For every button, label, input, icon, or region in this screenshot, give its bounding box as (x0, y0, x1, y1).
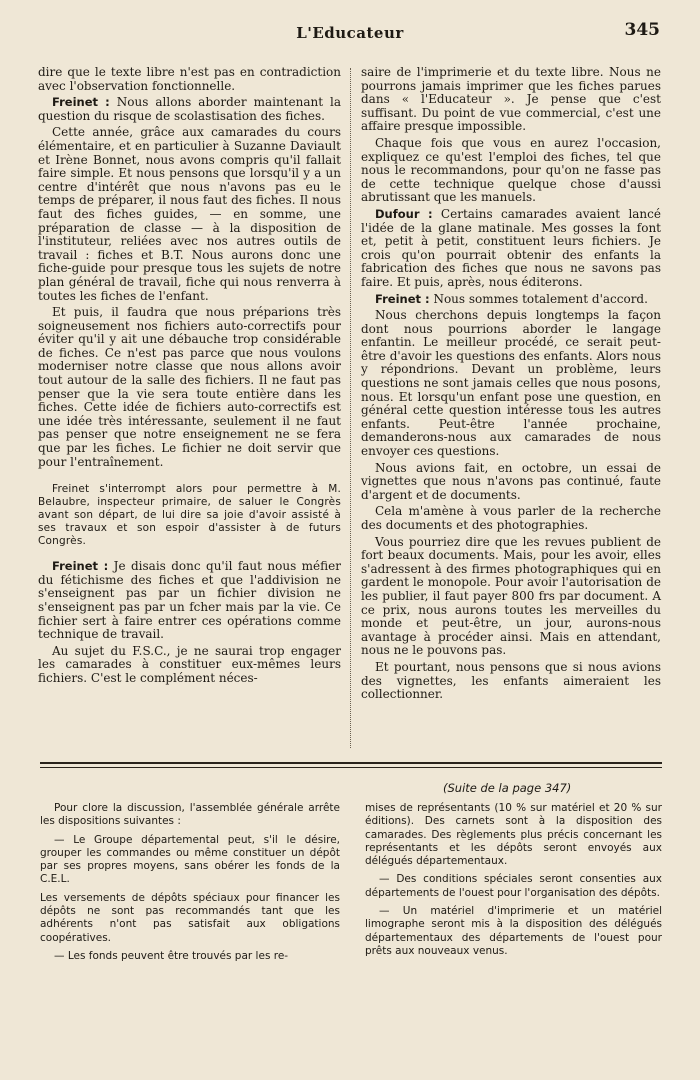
paragraph: Nous avions fait, en octobre, un essai de vignettes que nous n'avons pas continué, faute d'argent et de documents. (361, 460, 661, 502)
paragraph: — Le Groupe départemental peut, s'il le désire, grouper les commandes ou même constituer un dépôt par ses propres moyens, sans obérer les fonds de la C.E.L. (40, 833, 340, 886)
speaker-name: Freinet : (52, 95, 110, 110)
paragraph: Pour clore la discussion, l'assemblée générale arrête les dispositions suivantes : (40, 802, 340, 828)
paragraph (361, 293, 661, 307)
paragraph (38, 96, 341, 123)
interruption-note: Freinet s'interrompt alors pour permettre à M. Belaubre, inspecteur primaire, de saluer le Congrès avant son départ, de lui dire sa joie d'avoir assisté à ses travaux et son espoir d'assister à de futurs Congrès. (38, 483, 341, 548)
paragraph: dire que le texte libre n'est pas en contradiction avec l'observation fonctionnelle. (38, 65, 341, 93)
resolution-column-right (365, 802, 662, 963)
journal-title: L'Educateur (296, 24, 404, 42)
paragraph: — Des conditions spéciales seront consenties aux départements de l'ouest pour l'organisation des dépôts. (365, 873, 662, 899)
paragraph: Cette année, grâce aux camarades du cours élémentaire, et en particulier à Suzanne Daviault et Irène Bonnet, nous avons compris qu'il fallait faire simple. Et nous pensons que lorsqu'il y a un centre d'intérêt que nous n'avons pas eu le temps de préparer, il nous faut des fiches. Il nous faut des fiches guides, — en somme, une préparation de classe — à la disposition de l'instituteur, reliées avec nos autres outils de travail : fiches et B.T. Nous aurons donc une fiche-guide pour presque tous les sujets de notre plan général de travail, fiche qui nous renverra à toutes les fiches de l'enfant. (38, 125, 341, 303)
paragraph: Et pourtant, nous pensons que si nous avions des vignettes, les enfants aimeraient les collectionner. (361, 659, 661, 702)
page-header (0, 20, 700, 46)
paragraph: Les versements de dépôts spéciaux pour financer les dépôts ne sont pas recommandés tant que les adhérents n'ont pas satisfait aux obligations coopératives. (40, 891, 340, 944)
section-divider-thin (40, 767, 662, 768)
paragraph: Cela m'amène à vous parler de la recherche des documents et des photographies. (361, 504, 661, 532)
speech-text: Nous allons aborder maintenant la question du risque de scolastisation des fiches. (38, 95, 342, 123)
article-column-left (38, 66, 341, 689)
speech-text: Je disais donc qu'il faut nous méfier du fétichisme des fiches et que l'addivision ne s'enseignent pas par un fichier division ne s'enseignent pas par un fcher mais par la vie. Ce fichier sert à faire entrer ces opérations comme technique de travail. (38, 559, 341, 642)
paragraph: Nous cherchons depuis longtemps la façon dont nous pourrions aborder le langage enfantin. Le meilleur procédé, ce serait peut-être d'avoir les questions des enfants. Alors nous y répondrions. Devant un problème, leurs questions ne sont jamais celles que nous posons, nous. Et lorsqu'un enfant pose une question, en général cette question intéresse tous les autres enfants. Peut-être l'année prochaine, demanderons-nous aux camarades de nous envoyer ces questions. (361, 308, 661, 459)
speaker-name: Freinet : (375, 291, 430, 306)
paragraph: Au sujet du F.S.C., je ne saurai trop engager les camarades à constituer eux-mêmes leurs fichiers. C'est le complément néces- (38, 643, 341, 685)
paragraph: Vous pourriez dire que les revues publient de fort beaux documents. Mais, pour les avoir, elles s'adressent à des firmes photographiques qui en gardent le monopole. Pour avoir l'autorisation de les publier, il faut payer 800 frs par document. A ce prix, nous aurons toutes les merveilles du monde et peut-être, un jour, aurons-nous avantage à procéder ainsi. Mais en attendant, nous ne le pouvons pas. (361, 534, 661, 658)
paragraph: — Les fonds peuvent être trouvés par les re- (54, 949, 289, 962)
paragraph (38, 560, 341, 642)
resolution-column-left (40, 802, 340, 968)
article-column-right (361, 66, 661, 705)
paragraph (361, 208, 661, 290)
speaker-name: Dufour : (375, 206, 433, 221)
section-divider (40, 762, 662, 764)
paragraph: — Un matériel d'imprimerie et un matériel limographe seront mis à la disposition des délégués départementaux des départements de l'ouest pour prêts aux nouveaux venus. (365, 905, 662, 957)
paragraph: saire de l'imprimerie et du texte libre. Nous ne pourrons jamais imprimer que les fiches parues dans « l'Educateur ». Je pense que c'est suffisant. Du point de vue commercial, c'est une affaire presque impossible. (361, 65, 661, 134)
speech-text: Nous sommes totalement d'accord. (429, 291, 648, 306)
speaker-name: Freinet : (52, 559, 109, 574)
paragraph: Et puis, il faudra que nous préparions très soigneusement nos fichiers auto-correctifs pour éviter qu'il y ait une débauche trop considérable de fiches. Ce n'est pas parce que nous voulons moderniser notre classe que nous allons avoir tout autour de la salle des fichiers. Il ne faut pas penser que la vie sera toute entière dans les fiches. Cette idée de fichiers auto-correctifs est une idée très intéressante, seulement il ne faut pas penser que notre enseignement ne se fera que par les fiches. Le fichier ne doit servir que pour l'entraînement. (38, 305, 341, 469)
paragraph: Chaque fois que vous en aurez l'occasion, expliquez ce qu'est l'emploi des fiches, tel que nous le recommandons, pour qu'on ne fasse pas de cette technique quelque chose d'aussi abrutissant que les manuels. (361, 135, 661, 205)
page-number: 345 (624, 20, 660, 40)
speech-text: Certains camarades avaient lancé l'idée de la glane matinale. Mes gosses la font et, petit à petit, constituent leurs fichiers. Je crois qu'on pourrait obtenir des enfants la fabrication des fiches que nous ne savons pas faire. Et puis, après, nous éditerons. (361, 206, 661, 289)
continuation-note: (Suite de la page 347) (443, 781, 572, 795)
paragraph: mises de représentants (10 % sur matériel et 20 % sur éditions). Des carnets sont à la disposition des camarades. Des règlements plus précis concernant les représentants et les dépôts seront envoyés aux délégués départementaux. (365, 802, 662, 868)
column-divider (350, 68, 352, 748)
